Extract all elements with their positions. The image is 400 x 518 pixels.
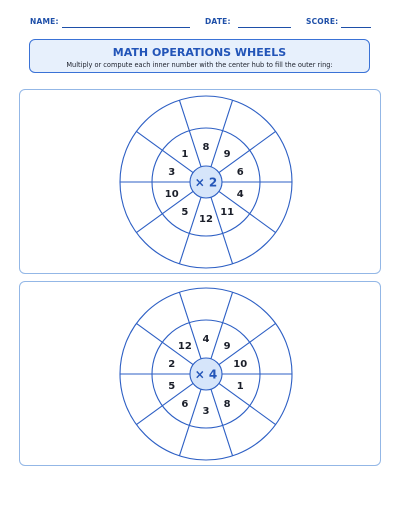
answer-slot[interactable]: [239, 309, 255, 325]
answer-slot[interactable]: [131, 388, 147, 404]
answer-slot[interactable]: [131, 344, 147, 360]
inner-number: 10: [233, 358, 248, 370]
answer-slot[interactable]: [198, 104, 214, 120]
answer-slot[interactable]: [131, 196, 147, 212]
answer-slot[interactable]: [265, 388, 281, 404]
instructions-banner: [29, 39, 370, 73]
date-label: DATE:: [205, 17, 231, 26]
answer-slot[interactable]: [131, 152, 147, 168]
hub-operation: × 4: [194, 367, 218, 382]
inner-number: 5: [168, 381, 176, 393]
answer-slot[interactable]: [198, 244, 214, 260]
inner-number: 3: [168, 166, 176, 178]
answer-slot[interactable]: [157, 423, 173, 439]
answer-slot[interactable]: [265, 344, 281, 360]
inner-number: 1: [181, 148, 189, 160]
answer-slot[interactable]: [239, 117, 255, 133]
answer-slot[interactable]: [265, 196, 281, 212]
answer-slot[interactable]: [157, 309, 173, 325]
score-label: SCORE:: [306, 17, 339, 26]
operations-wheel-1: [20, 90, 382, 275]
inner-number: 8: [223, 399, 231, 411]
inner-number: 9: [223, 340, 231, 352]
answer-slot[interactable]: [265, 152, 281, 168]
operations-wheel-2: [20, 282, 382, 467]
inner-number: 4: [202, 334, 210, 345]
inner-number: 6: [181, 399, 189, 411]
inner-number: 10: [164, 189, 179, 201]
inner-number: 5: [181, 207, 189, 219]
score-field[interactable]: [341, 27, 371, 28]
date-field[interactable]: [238, 27, 291, 28]
name-field[interactable]: [62, 27, 190, 28]
inner-number: 6: [236, 166, 244, 178]
name-label: NAME:: [30, 17, 59, 26]
answer-slot[interactable]: [198, 436, 214, 452]
inner-number: 12: [177, 340, 192, 352]
answer-slot[interactable]: [157, 117, 173, 133]
inner-number: 3: [202, 406, 210, 417]
inner-number: 8: [202, 142, 210, 153]
answer-slot[interactable]: [198, 296, 214, 312]
inner-number: 4: [236, 189, 244, 201]
inner-number: 2: [168, 358, 176, 370]
answer-slot[interactable]: [239, 231, 255, 247]
inner-number: 1: [236, 381, 244, 393]
hub-operation: × 2: [194, 175, 218, 190]
worksheet-instructions: Multiply or compute each inner number with the center hub to fill the outer ring:: [66, 61, 333, 69]
inner-number: 12: [199, 214, 213, 225]
inner-number: 11: [220, 207, 235, 219]
wheel-panel-2: [19, 281, 381, 466]
worksheet-title: MATH OPERATIONS WHEELS: [112, 46, 287, 59]
wheel-panel-1: [19, 89, 381, 274]
inner-number: 9: [223, 148, 231, 160]
answer-slot[interactable]: [239, 423, 255, 439]
answer-slot[interactable]: [157, 231, 173, 247]
